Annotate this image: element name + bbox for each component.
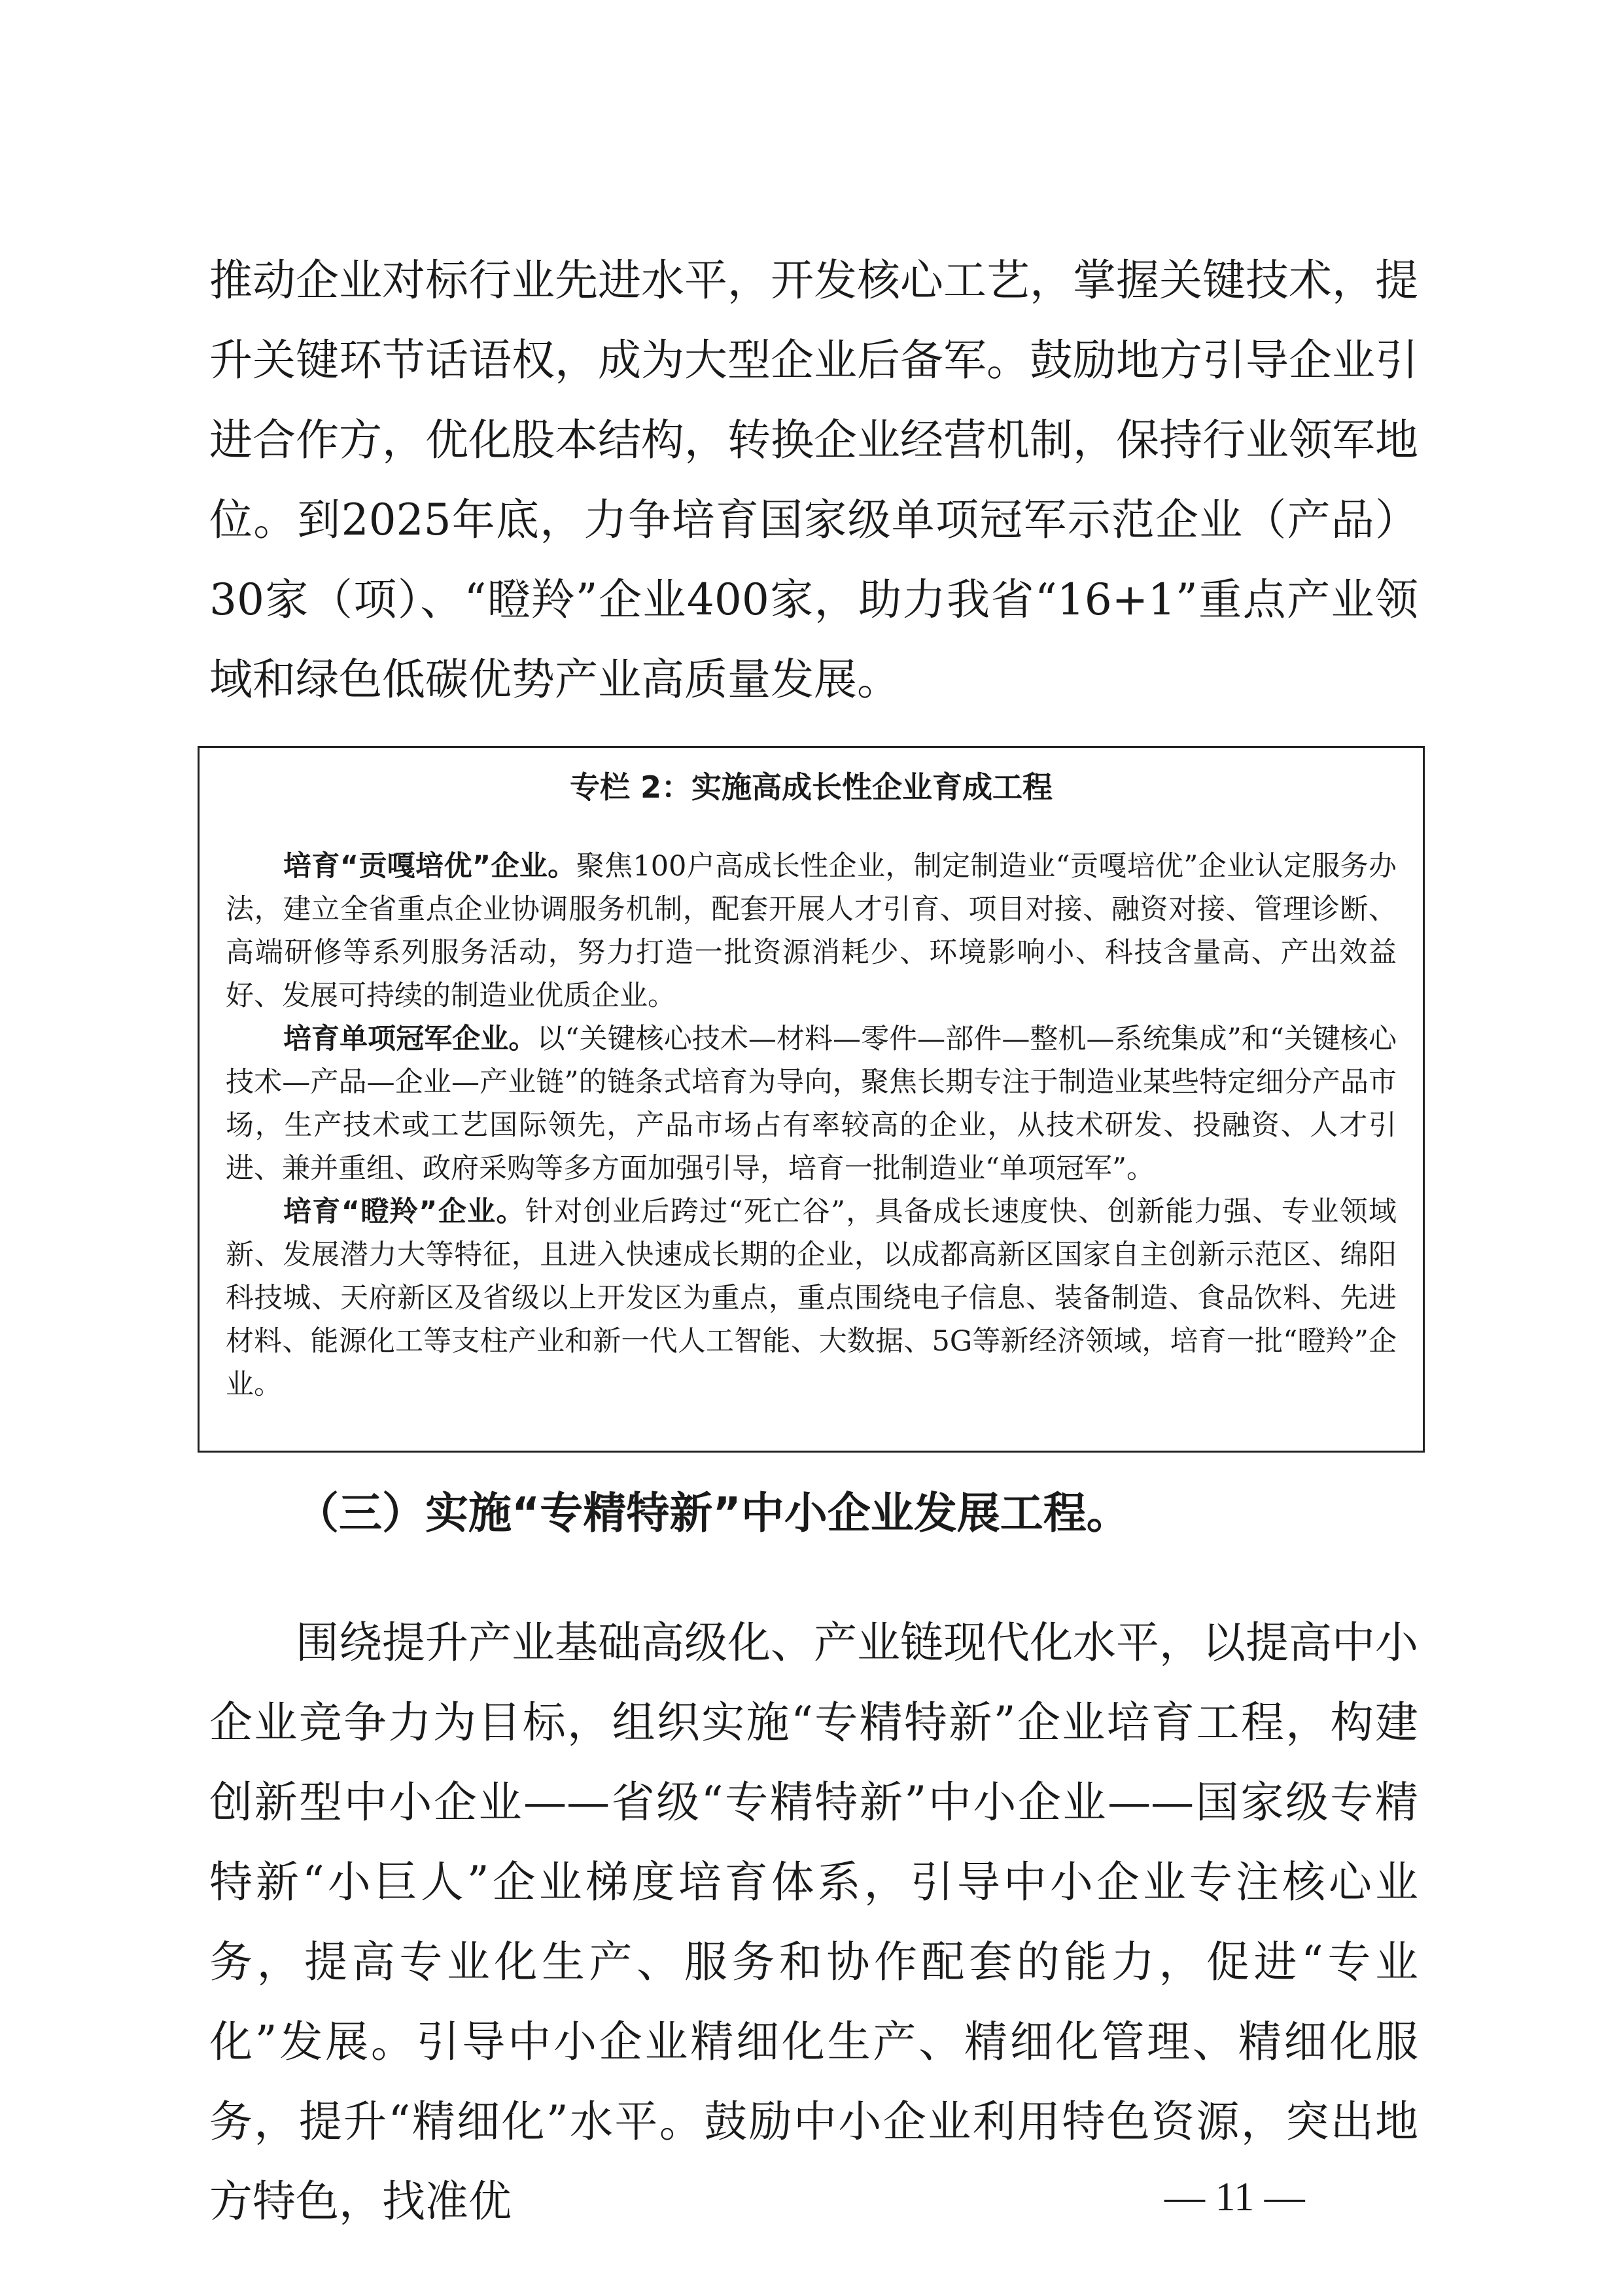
sidebar-box	[198, 746, 1425, 1453]
box-item-text: 针对创业后跨过“死亡谷”，具备成长速度快、创新能力强、专业领域新、发展潜力大等特征，且进入快速成长期的企业，以成都高新区国家自主创新示范区、绵阳科技城、天府新区及省级以上开发区为重点，重点围绕电子信息、装备制造、食品饮料、先进材料、能源化工等支柱产业和新一代人工智能、大数据、5G等新经济领域，培育一批“瞪羚”企业。	[226, 1195, 1397, 1401]
box-item-lead: 培育“贡嘎培优”企业。	[283, 850, 576, 883]
box-item-lead: 培育单项冠军企业。	[283, 1023, 537, 1055]
box-item	[226, 845, 1397, 1017]
box-item	[226, 1190, 1397, 1406]
box-item-lead: 培育“瞪羚”企业。	[283, 1195, 525, 1228]
body-paragraph-top: 推动企业对标行业先进水平，开发核心工艺，掌握关键技术，提升关键环节话语权，成为大型企业后备军。鼓励地方引导企业引进合作方，优化股本结构，转换企业经营机制，保持行业领军地位。到2025年底，力争培育国家级单项冠军示范企业（产品）30家（项）、“瞪羚”企业400家，助力我省“16+1”重点产业领域和绿色低碳优势产业高质量发展。	[209, 255, 1418, 705]
box-item	[226, 1017, 1397, 1190]
box-item-text: 聚焦100户高成长性企业，制定制造业“贡嘎培优”企业认定服务办法，建立全省重点企业协调服务机制，配套开展人才引育、项目对接、融资对接、管理诊断、高端研修等系列服务活动，努力打造一批资源消耗少、环境影响小、科技含量高、产出效益好、发展可持续的制造业优质企业。	[226, 850, 1397, 1012]
page-number: — 11 —	[1164, 2175, 1305, 2219]
box-title: 专栏 2：实施高成长性企业育成工程	[569, 769, 1053, 805]
body-paragraph-bottom: 围绕提升产业基础高级化、产业链现代化水平，以提高中小企业竞争力为目标，组织实施“专精特新”企业培育工程，构建创新型中小企业——省级“专精特新”中小企业——国家级专精特新“小巨人”企业梯度培育体系，引导中小企业专注核心业务，提高专业化生产、服务和协作配套的能力，促进“专业化”发展。引导中小企业精细化生产、精细化管理、精细化服务，提升“精细化”水平。鼓励中小企业利用特色资源，突出地方特色，找准优	[209, 1617, 1418, 2227]
box-item-text: 以“关键核心技术—材料—零件—部件—整机—系统集成”和“关键核心技术—产品—企业—产业链”的链条式培育为导向，聚焦长期专注于制造业某些特定细分产品市场，生产技术或工艺国际领先，产品市场占有率较高的企业，从技术研发、投融资、人才引进、兼并重组、政府采购等多方面加强引导，培育一批制造业“单项冠军”。	[226, 1023, 1397, 1185]
section-heading: （三）实施“专精特新”中小企业发展工程。	[296, 1488, 1130, 1538]
